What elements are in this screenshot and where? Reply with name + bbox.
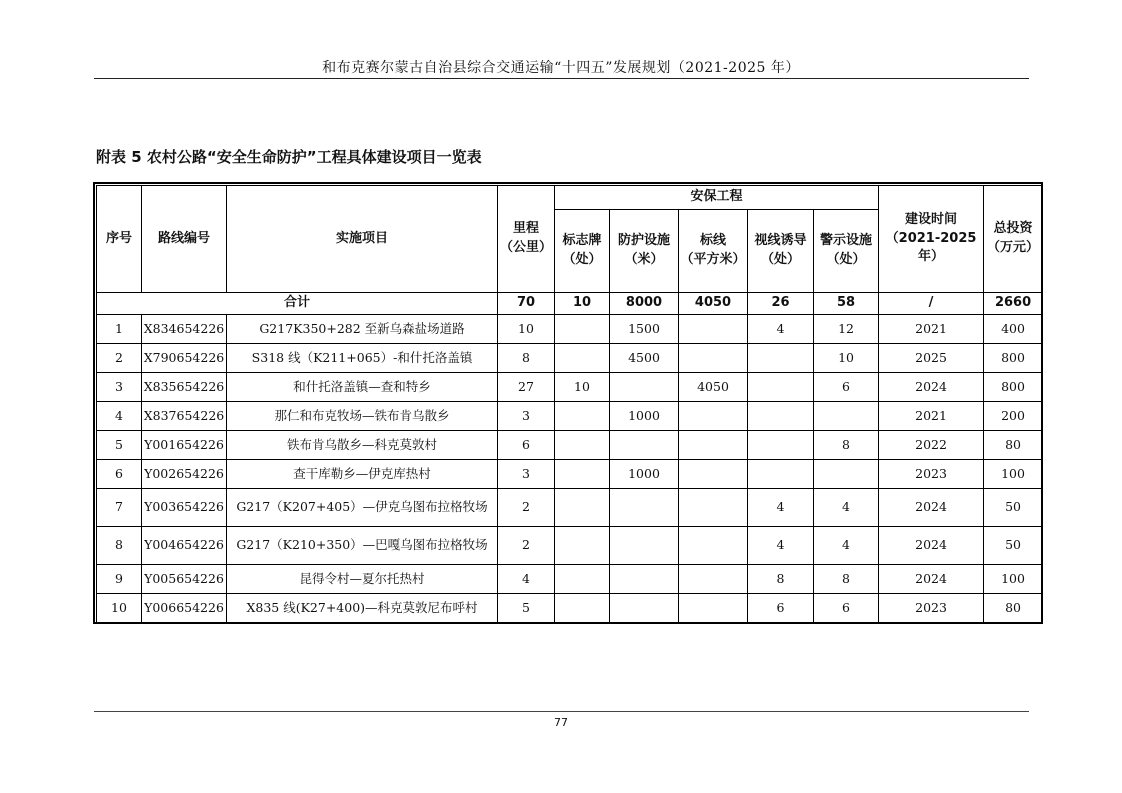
row-project: 铁布肯乌散乡—科克莫敦村: [227, 431, 498, 460]
total-guardrail: 8000: [610, 293, 679, 315]
row-visual-guide: [748, 431, 814, 460]
row-guardrail: [610, 373, 679, 402]
row-investment: 200: [984, 402, 1043, 431]
row-investment: 100: [984, 565, 1043, 594]
row-mileage: 4: [498, 565, 555, 594]
row-seq: 9: [97, 565, 142, 594]
total-build-time: /: [879, 293, 984, 315]
row-visual-guide: [748, 373, 814, 402]
row-mileage: 27: [498, 373, 555, 402]
row-guardrail: 1000: [610, 460, 679, 489]
table-row: [97, 431, 1043, 460]
row-warning: 4: [814, 489, 879, 527]
table-title: 附表 5 农村公路“安全生命防护”工程具体建设项目一览表: [96, 148, 482, 166]
row-visual-guide: [748, 460, 814, 489]
row-investment: 800: [984, 373, 1043, 402]
row-build-year: 2021: [879, 315, 984, 344]
col-header-marking-label: 标线: [699, 233, 726, 249]
row-mileage: 3: [498, 460, 555, 489]
col-header-warning-unit: （处）: [826, 252, 866, 267]
row-route-code: X835654226: [142, 373, 227, 402]
table-row: [97, 373, 1043, 402]
row-guardrail: [610, 431, 679, 460]
col-header-build-time: [879, 186, 984, 293]
row-route-code: Y003654226: [142, 489, 227, 527]
row-marking: 4050: [679, 373, 748, 402]
row-visual-guide: [748, 344, 814, 373]
table-row: [97, 594, 1043, 623]
row-marking: [679, 344, 748, 373]
row-route-code: X790654226: [142, 344, 227, 373]
row-marking: [679, 489, 748, 527]
col-header-build-time-label: 建设时间: [905, 211, 958, 227]
col-header-guardrail-unit: （米）: [624, 252, 664, 267]
table-row: [97, 460, 1043, 489]
row-build-year: 2023: [879, 460, 984, 489]
total-visual-guide: 26: [748, 293, 814, 315]
row-seq: 7: [97, 489, 142, 527]
table-frame: [93, 182, 1043, 624]
running-header: 和布克赛尔蒙古自治县综合交通运输“十四五”发展规划（2021-2025 年）: [322, 60, 800, 76]
row-seq: 5: [97, 431, 142, 460]
row-investment: 50: [984, 489, 1043, 527]
row-route-code: Y006654226: [142, 594, 227, 623]
table-row: [97, 344, 1043, 373]
row-warning: 8: [814, 431, 879, 460]
row-marking: [679, 565, 748, 594]
col-header-mileage-unit: （公里）: [499, 240, 552, 255]
row-investment: 100: [984, 460, 1043, 489]
table-row: [97, 527, 1043, 565]
col-header-guardrail: [610, 210, 679, 293]
row-mileage: 10: [498, 315, 555, 344]
row-warning: 8: [814, 565, 879, 594]
row-visual-guide: 8: [748, 565, 814, 594]
row-signs: [555, 315, 610, 344]
row-marking: [679, 431, 748, 460]
footer-rule: [94, 711, 1029, 712]
row-signs: [555, 565, 610, 594]
row-seq: 4: [97, 402, 142, 431]
row-marking: [679, 460, 748, 489]
row-marking: [679, 594, 748, 623]
row-mileage: 8: [498, 344, 555, 373]
col-header-mileage-label: 里程: [512, 221, 539, 237]
row-visual-guide: 6: [748, 594, 814, 623]
row-route-code: Y002654226: [142, 460, 227, 489]
row-seq: 6: [97, 460, 142, 489]
row-signs: [555, 594, 610, 623]
total-investment: 2660: [984, 293, 1043, 315]
row-warning: 10: [814, 344, 879, 373]
col-header-investment-label: 总投资: [993, 221, 1033, 237]
row-build-year: 2021: [879, 402, 984, 431]
col-header-route-code: 路线编号: [142, 186, 227, 293]
row-investment: 400: [984, 315, 1043, 344]
row-signs: 10: [555, 373, 610, 402]
row-signs: [555, 402, 610, 431]
row-warning: 6: [814, 373, 879, 402]
total-row: [97, 293, 1043, 315]
row-project: 查干库勒乡—伊克库热村: [227, 460, 498, 489]
row-visual-guide: 4: [748, 489, 814, 527]
row-signs: [555, 344, 610, 373]
row-guardrail: [610, 594, 679, 623]
row-route-code: Y004654226: [142, 527, 227, 565]
row-guardrail: 1000: [610, 402, 679, 431]
table-row: [97, 565, 1043, 594]
row-project: S318 线（K211+065）-和什托洛盖镇: [227, 344, 498, 373]
row-investment: 80: [984, 594, 1043, 623]
row-mileage: 5: [498, 594, 555, 623]
row-project: G217K350+282 至新乌森盐场道路: [227, 315, 498, 344]
row-route-code: X837654226: [142, 402, 227, 431]
row-mileage: 2: [498, 527, 555, 565]
row-guardrail: [610, 565, 679, 594]
row-project: G217（K207+405）—伊克乌图布拉格牧场: [227, 489, 498, 527]
table-row: [97, 315, 1043, 344]
row-build-year: 2024: [879, 373, 984, 402]
row-visual-guide: [748, 402, 814, 431]
col-header-investment-unit: （万元）: [987, 240, 1040, 255]
row-project: X835 线(K27+400)—科克莫敦尼布呼村: [227, 594, 498, 623]
total-mileage: 70: [498, 293, 555, 315]
row-mileage: 2: [498, 489, 555, 527]
row-warning: 12: [814, 315, 879, 344]
col-header-seq: 序号: [97, 186, 142, 293]
row-signs: [555, 489, 610, 527]
row-signs: [555, 431, 610, 460]
row-seq: 2: [97, 344, 142, 373]
col-header-visual-guide-label: 视线诱导: [754, 233, 807, 249]
row-build-year: 2022: [879, 431, 984, 460]
row-seq: 1: [97, 315, 142, 344]
row-mileage: 6: [498, 431, 555, 460]
row-build-year: 2025: [879, 344, 984, 373]
row-marking: [679, 527, 748, 565]
row-visual-guide: 4: [748, 527, 814, 565]
row-build-year: 2024: [879, 527, 984, 565]
col-header-marking: [679, 210, 748, 293]
row-warning: [814, 402, 879, 431]
col-group-safety-works: 安保工程: [555, 186, 879, 210]
row-guardrail: [610, 527, 679, 565]
col-header-build-time-range: （2021-2025 年）: [885, 230, 977, 265]
row-guardrail: 4500: [610, 344, 679, 373]
row-marking: [679, 315, 748, 344]
total-signs: 10: [555, 293, 610, 315]
page-number: 77: [554, 716, 568, 729]
col-header-project: 实施项目: [227, 186, 498, 293]
row-project: G217（K210+350）—巴嘎乌图布拉格牧场: [227, 527, 498, 565]
row-investment: 80: [984, 431, 1043, 460]
col-header-mileage: [498, 186, 555, 293]
col-header-signs-unit: （处）: [562, 252, 602, 267]
total-warning: 58: [814, 293, 879, 315]
row-investment: 50: [984, 527, 1043, 565]
row-seq: 10: [97, 594, 142, 623]
row-marking: [679, 402, 748, 431]
row-project: 那仁和布克牧场—铁布肯乌散乡: [227, 402, 498, 431]
col-header-warning: [814, 210, 879, 293]
row-mileage: 3: [498, 402, 555, 431]
project-table: [96, 185, 1043, 623]
row-visual-guide: 4: [748, 315, 814, 344]
row-seq: 8: [97, 527, 142, 565]
row-warning: [814, 460, 879, 489]
total-label: 合计: [97, 293, 498, 315]
col-header-warning-label: 警示设施: [820, 233, 873, 249]
col-header-investment: [984, 186, 1043, 293]
col-header-visual-guide: [748, 210, 814, 293]
row-signs: [555, 460, 610, 489]
row-route-code: Y001654226: [142, 431, 227, 460]
row-project: 和什托洛盖镇—查和特乡: [227, 373, 498, 402]
row-investment: 800: [984, 344, 1043, 373]
total-marking: 4050: [679, 293, 748, 315]
row-guardrail: 1500: [610, 315, 679, 344]
row-project: 昆得令村—夏尔托热村: [227, 565, 498, 594]
row-build-year: 2024: [879, 565, 984, 594]
row-guardrail: [610, 489, 679, 527]
header-rule: [94, 78, 1029, 79]
row-route-code: Y005654226: [142, 565, 227, 594]
row-signs: [555, 527, 610, 565]
col-header-guardrail-label: 防护设施: [617, 233, 670, 249]
row-seq: 3: [97, 373, 142, 402]
col-header-signs-label: 标志牌: [562, 233, 602, 249]
row-warning: 6: [814, 594, 879, 623]
row-build-year: 2024: [879, 489, 984, 527]
col-header-visual-guide-unit: （处）: [760, 252, 800, 267]
row-warning: 4: [814, 527, 879, 565]
col-header-marking-unit: （平方米）: [680, 252, 746, 267]
row-route-code: X834654226: [142, 315, 227, 344]
row-build-year: 2023: [879, 594, 984, 623]
table-row: [97, 489, 1043, 527]
col-header-signs: [555, 210, 610, 293]
table-row: [97, 402, 1043, 431]
